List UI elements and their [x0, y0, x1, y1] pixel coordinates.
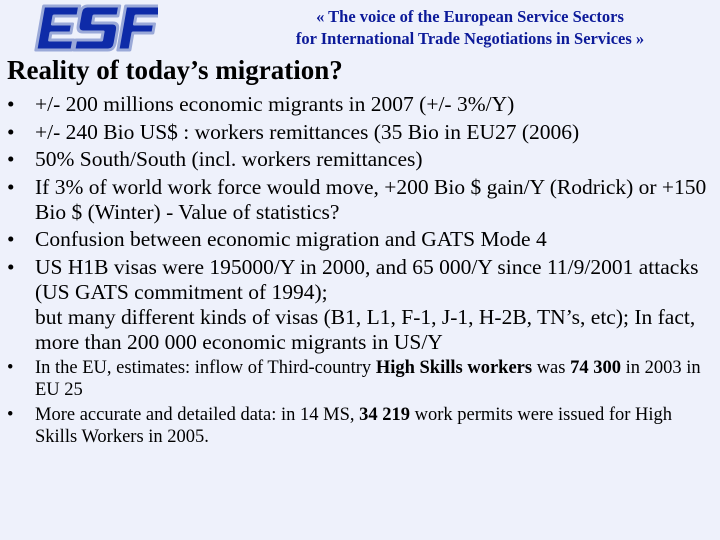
bullet-text-part: work permits were issued for High Skills Workers in 2005.	[35, 405, 673, 447]
tagline-line-1: « The voice of the European Service Sectors	[316, 7, 624, 26]
bullet-text-part: In the EU, estimates: inflow of Third-country	[35, 358, 376, 378]
bullet-text: 50% South/South (incl. workers remittances)	[35, 147, 423, 171]
bullet-text: US H1B visas were 195000/Y in 2000, and 65 000/Y since 11/9/2001 attacks (US GATS commitment of 1994);	[35, 254, 699, 304]
bullet-glyph: •	[7, 174, 15, 199]
bullet-text-part: in 2003 in EU 25	[35, 358, 701, 400]
bullet-text-bold: 74 300	[570, 358, 621, 378]
bullet-text-bold: 34 219	[359, 405, 411, 425]
bullet-continuation: but many different kinds of visas (B1, L1, F-1, J-1, H-2B, TN’s, etc); In fact, more than 200 000 economic migrants in US/Y	[35, 304, 696, 354]
bullet-item	[0, 255, 715, 355]
bullet-list	[0, 92, 715, 451]
bullet-text-part: More accurate and detailed data: in 14 MS,	[35, 405, 360, 425]
bullet-item	[0, 227, 715, 252]
bullet-item	[0, 147, 715, 172]
bullet-item	[0, 175, 715, 225]
bullet-text: +/- 240 Bio US$ : workers remittances (35 Bio in EU27 (2006)	[35, 119, 580, 144]
esf-logo	[30, 4, 158, 52]
bullet-glyph: •	[7, 254, 15, 279]
bullet-text: +/- 200 millions economic migrants in 2007 (+/- 3%/Y)	[35, 92, 515, 116]
bullet-glyph: •	[7, 358, 14, 378]
bullet-text-part: was	[532, 358, 571, 378]
bullet-glyph: •	[7, 119, 15, 144]
bullet-item	[0, 404, 715, 448]
slide-title: Reality of today’s migration?	[7, 55, 343, 85]
bullet-glyph: •	[7, 92, 15, 116]
bullet-item	[0, 92, 715, 117]
bullet-text-bold: High Skills workers	[375, 358, 533, 378]
bullet-glyph: •	[7, 405, 14, 425]
tagline-line-2: for International Trade Negotiations in Services »	[295, 29, 645, 48]
bullet-text: Confusion between economic migration and GATS Mode 4	[35, 227, 547, 251]
bullet-item	[0, 357, 715, 401]
bullet-text: If 3% of world work force would move, +200 Bio $ gain/Y (Rodrick) or +150 Bio $ (Winter) - Value of statistics?	[35, 174, 707, 224]
bullet-glyph: •	[7, 147, 15, 171]
bullet-item	[0, 120, 715, 145]
header-tagline	[250, 6, 690, 50]
bullet-glyph: •	[7, 227, 15, 251]
